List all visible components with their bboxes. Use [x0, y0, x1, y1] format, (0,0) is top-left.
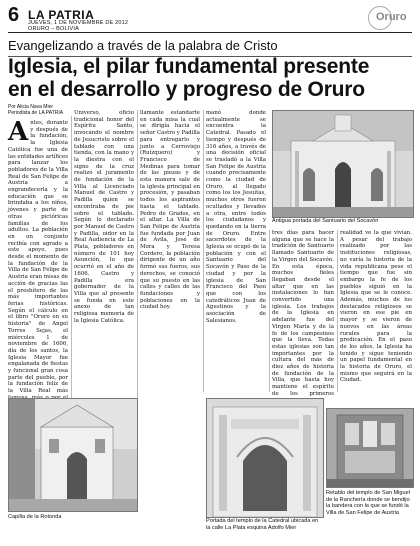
- column-3-text: llamante estandarte en cada misa la cual se dirigía hacia el señor Castro y Padilla para entregarlo y junto a Cerroviejo (Ruizquero) y Francisco de Medinas para tomar de las piezas y de esta manera sale de la iglesia principal en procesión, y pasaban todos los aspirantes hasta el tablado. Pedro de Grados, en el altar. La Villa de San Felipe de Austria fue fundada por Juan de Ávila, José de Mora y Teresa Cordero, la población dirigente de un año formó sus fueros, sus derechos, se conoció que su puesto en las calles y calles de las fundaciones y poblaciones en la ciudad hoy.: [140, 110, 200, 311]
- article-column-4: [206, 110, 266, 392]
- page-number: 6: [8, 4, 20, 26]
- headline-line-2: en el desarrollo y progreso de Oruro: [8, 78, 365, 101]
- column-6-text: realidad ve la que vivían. A pesar del trabajo realizado por las instituciones religiosas, no varía la historia de la vida republicana pese el tiempo que fue sin embargo la fe de los pueblos siguió en la Iglesia que se le conoce. Además, muchos de los destacados religiosos se vieron en ese pie en mayor y se vieron de nuevos en las áreas rurales para la predicación. En el paso de los años, la Iglesia ha tenido y sigue teniendo un papel fundamental en la historia de Oruro, el mismo que seguirá en la Ciudad.: [340, 230, 412, 384]
- section-text: ORURO – BOLIVIA: [28, 26, 79, 32]
- article-column-3: [140, 110, 200, 478]
- column-1-text: ntes, durante y después de la fundación, la Iglesia Católica fue una de las entidades artífices para lanzar los pobladores de la Villa Real de San Felipe de Austria a engrandecerla y la educación que se brindaba a los niños, jóvenes y parte de otras pictóricas familias de los adultos. La población en un conjunto recibía con agrado a este apoyo, pues desde el momento de la fundación de la Villa de San Felipe de Austria eran misas de acción de gracias las el presbítero de las más importantes ferias históricas. Según el cálculo en el libro "Oruro en su historia" de Angel Torres Sejas, el miércoles 1 de noviembre de 1606, día de los santos, la Iglesia Mayor fue engalanada de fiestas y funcional gran cosa parte del pueblo, por la fundación feliz de la Villa Real más: [8, 120, 69, 395]
- chapel-illustration: [9, 399, 137, 511]
- photo-caption-rotonda: Capilla de la Rotonda: [8, 514, 62, 520]
- column-rule: [203, 110, 204, 392]
- byline: [8, 104, 63, 116]
- photo-caption-socavon: Antigua portada del Santuario del Socavón: [272, 218, 379, 224]
- dateline: [28, 20, 128, 32]
- article-column-5: [272, 230, 334, 397]
- column-2-text: Universo, oficio tradicional honor del Espíritu Santo, invocando el nombre de Jesucristo sobre el tablado con una tienda, con la mano y la diestra con el signo de la cruz realizó el juramento de fundación de la Villa al Licenciado Manuel de Castro y Padilla quien se encontraba de pie sobre el tablado. Según lo declarado por Manuel de Castro y Padilla, oidor en la Real Audiencia de La Plata, pobladores en número de 101 hoy Asunción, lo que ocurrió en el año de 1606. Castro y Padilla era gobernador de la Villa que al presente se funda en este anexo de tan religiosa memoria de la Iglesia Católica.: [74, 110, 134, 324]
- church-facade-illustration: [273, 111, 413, 217]
- photo-caption-retablo: Retablo del templo de San Miguel de la Ranchería donde se bendijo la bandera con la que se fundó la Villa de San Felipe de Austria: [326, 490, 410, 516]
- date-text: JUEVES, 1 DE NOVIEMBRE DE 2012: [28, 20, 129, 26]
- drop-cap: A: [8, 117, 29, 147]
- santuario-socavon-photo: [272, 110, 414, 218]
- page-header: [8, 6, 412, 33]
- logo-text: Oruro: [376, 11, 407, 23]
- capilla-rotonda-photo: [8, 398, 138, 512]
- oruro-logo: [368, 6, 412, 30]
- column-rule: [269, 230, 270, 392]
- column-4-text: manó donde actualmente se encuentra la Catedral. Pasado el tiempo y después de 316 años, a través de una decisión oficial se trasladó a la Villa San Felipe de Austria cuando precisamente como la ciudad de Oruro, al llegado como los los Jesuitas, muchos otros fueron ocultados y llevados a otra, entre todos los ciudadanos y quedando en la tierra de Oruro. Entre sacerdotes de la Iglesia se ocupó de la población y con el Santuario del Socavón y Paso de la ciudad y por la iglesia de San Francisco del Paso que con los catedráticos Juan de Agustinos y la asociación de Salesianos.: [206, 110, 266, 324]
- column-rule: [337, 230, 338, 392]
- byline-author: Por Alicia Nava Mier: [8, 104, 54, 110]
- retablo-san-miguel-photo: [326, 408, 414, 488]
- cathedral-portal-illustration: [207, 399, 323, 517]
- altarpiece-illustration: [327, 409, 413, 487]
- newspaper-name: LA PATRIA: [28, 8, 95, 22]
- photo-caption-catedral: Portada del templo de la Catedral ubicada en la calle La Plata esquina Adolfo Mier: [206, 518, 319, 531]
- catedral-portada-photo: [206, 398, 324, 518]
- article-headline: [8, 55, 412, 101]
- byline-outlet: Periodista de LA PATRIA: [8, 110, 64, 116]
- headline-line-1: Iglesia, el pilar fundamental presente: [8, 55, 370, 78]
- article-kicker: Evangelizando a través de la palabra de Cristo: [8, 38, 412, 57]
- column-5-text: tres días para hacer alguna que se hace la tradición de Santuario llamado Santuario de la Virgen del Socavón. En esta época, muchos fieles llegaban desde el altar que en las instalaciones lo han convertido una iglesia. Los trabajos de la Iglesia en adelante fue del Virgen María y de la fe de los campesinos que la lleva. Todas estas iglesias son tan importantes por la cultura del más de diez años de historia de fundación de la Villa, que hasta hoy mantiene el espíritu de los primeros: [272, 230, 334, 397]
